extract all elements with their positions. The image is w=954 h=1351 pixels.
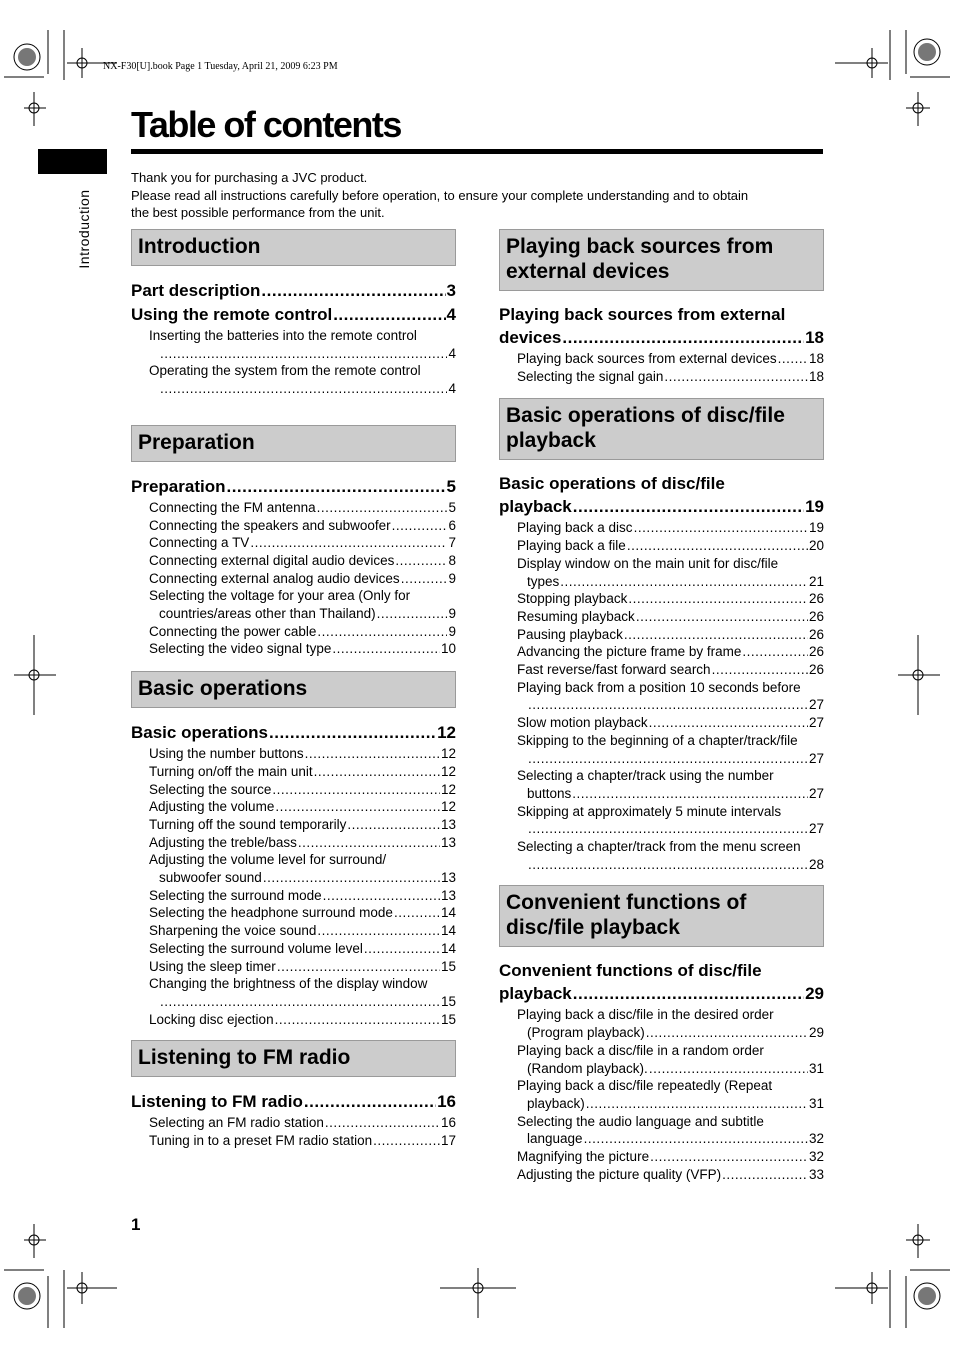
section-heading: Basic operations of disc/file playback: [499, 398, 824, 460]
toc-entry[interactable]: Using the sleep timer ..... 15: [131, 958, 456, 976]
page-title: Table of contents: [131, 104, 401, 145]
toc-entry[interactable]: Operating the system from the remote control ..... 4: [131, 362, 456, 397]
toc-entry[interactable]: Adjusting the volume level for surround/ subwoofer sound ..... 13: [131, 851, 456, 886]
section-heading: Introduction: [131, 229, 456, 266]
toc-entry[interactable]: Skipping at approximately 5 minute intervals ..... 27: [499, 803, 824, 838]
toc-entry[interactable]: Pausing playback ..... 26: [499, 626, 824, 644]
toc-entry[interactable]: Selecting the source ..... 12: [131, 781, 456, 799]
toc-entry[interactable]: Advancing the picture frame by frame ..... 26: [499, 643, 824, 661]
registration-mark-icon: [830, 30, 954, 146]
toc-entry[interactable]: Connecting external analog audio devices ..... 9: [131, 570, 456, 588]
page-number: 1: [131, 1215, 141, 1234]
toc-entry-major[interactable]: Using the remote control ..... 4: [131, 303, 456, 327]
intro-paragraph: Thank you for purchasing a JVC product. Please read all instructions carefully before operation, to ensure your complete understanding and to obtain the best possible performance from the unit.: [131, 170, 749, 220]
toc-right-column: [499, 229, 824, 1184]
toc-entry-major[interactable]: Convenient functions of disc/file playback ..... 29: [499, 960, 824, 1006]
toc-entry[interactable]: Connecting external digital audio devices ..... 8: [131, 552, 456, 570]
toc-entry[interactable]: Selecting the video signal type ..... 10: [131, 640, 456, 658]
toc-entry[interactable]: Stopping playback ..... 26: [499, 590, 824, 608]
toc-entry[interactable]: Playing back a disc ..... 19: [499, 519, 824, 537]
toc-entry[interactable]: Adjusting the volume ..... 12: [131, 798, 456, 816]
toc-entry[interactable]: Selecting the surround mode ..... 13: [131, 887, 456, 905]
toc-entry[interactable]: Using the number buttons ..... 12: [131, 745, 456, 763]
toc-entry-major[interactable]: Playing back sources from external devices ..... 18: [499, 304, 824, 350]
toc-entry[interactable]: Selecting the audio language and subtitle language ..... 32: [499, 1113, 824, 1148]
toc-entry[interactable]: Playing back a disc/file repeatedly (Repeat playback) ..... 31: [499, 1077, 824, 1112]
toc-entry[interactable]: Slow motion playback ..... 27: [499, 714, 824, 732]
section-heading: Playing back sources from external devices: [499, 229, 824, 291]
toc-entry[interactable]: Selecting the signal gain ..... 18: [499, 368, 824, 386]
side-section-label: Introduction: [76, 189, 92, 269]
toc-entry[interactable]: Playing back a disc/file in the desired order (Program playback) ..... 29: [499, 1006, 824, 1041]
toc-entry[interactable]: Turning on/off the main unit ..... 12: [131, 763, 456, 781]
toc-entry[interactable]: Connecting the speakers and subwoofer ..... 6: [131, 517, 456, 535]
toc-entry[interactable]: Selecting the voltage for your area (Only for countries/areas other than Thailand) ..... 9: [131, 587, 456, 622]
toc-entry[interactable]: Adjusting the picture quality (VFP) ..... 33: [499, 1166, 824, 1184]
toc-entry[interactable]: Selecting a chapter/track using the number buttons ..... 27: [499, 767, 824, 802]
toc-entry-major[interactable]: Part description ..... 3: [131, 279, 456, 303]
toc-entry[interactable]: Changing the brightness of the display window ..... 15: [131, 975, 456, 1010]
toc-entry[interactable]: Selecting an FM radio station ..... 16: [131, 1114, 456, 1132]
section-heading: Basic operations: [131, 671, 456, 708]
registration-mark-icon: [0, 1200, 124, 1328]
toc-entry[interactable]: Resuming playback ..... 26: [499, 608, 824, 626]
toc-entry-major[interactable]: Basic operations of disc/file playback ..... 19: [499, 473, 824, 519]
section-tab-marker: [38, 149, 107, 174]
registration-mark-icon: [830, 1200, 954, 1328]
toc-entry[interactable]: Turning off the sound temporarily ..... 13: [131, 816, 456, 834]
toc-entry[interactable]: Locking disc ejection ..... 15: [131, 1011, 456, 1029]
toc-entry[interactable]: Tuning in to a preset FM radio station ..... 17: [131, 1132, 456, 1150]
toc-entry-major[interactable]: Basic operations ..... 12: [131, 721, 456, 745]
registration-mark-icon: [10, 635, 60, 715]
toc-entry[interactable]: Adjusting the treble/bass ..... 13: [131, 834, 456, 852]
toc-entry[interactable]: Playing back a disc/file in a random order (Random playback). ..... 31: [499, 1042, 824, 1077]
section-heading: Listening to FM radio: [131, 1040, 456, 1077]
toc-entry[interactable]: Selecting a chapter/track from the menu screen ..... 28: [499, 838, 824, 873]
title-rule: [131, 149, 823, 154]
toc-entry[interactable]: Sharpening the voice sound ..... 14: [131, 922, 456, 940]
section-heading: Preparation: [131, 425, 456, 462]
section-heading: Convenient functions of disc/file playback: [499, 885, 824, 947]
toc-entry-major[interactable]: Preparation ..... 5: [131, 475, 456, 499]
toc-entry[interactable]: Display window on the main unit for disc/file types ..... 21: [499, 555, 824, 590]
toc-entry-major[interactable]: Listening to FM radio ..... 16: [131, 1090, 456, 1114]
toc-entry[interactable]: Connecting the FM antenna ..... 5: [131, 499, 456, 517]
toc-entry[interactable]: Selecting the headphone surround mode ..... 14: [131, 904, 456, 922]
toc-entry[interactable]: Selecting the surround volume level ..... 14: [131, 940, 456, 958]
toc-entry[interactable]: Connecting a TV ..... 7: [131, 534, 456, 552]
registration-mark-icon: [894, 635, 944, 715]
print-header: NX-F30[U].book Page 1 Tuesday, April 21, 2009 6:23 PM: [103, 61, 338, 72]
toc-left-column: [131, 229, 456, 1150]
toc-entry[interactable]: Fast reverse/fast forward search ..... 26: [499, 661, 824, 679]
toc-entry[interactable]: Connecting the power cable ..... 9: [131, 623, 456, 641]
toc-entry[interactable]: Magnifying the picture ..... 32: [499, 1148, 824, 1166]
toc-entry[interactable]: Inserting the batteries into the remote control ..... 4: [131, 327, 456, 362]
toc-entry[interactable]: Playing back a file ..... 20: [499, 537, 824, 555]
toc-entry[interactable]: Playing back sources from external devices ..... 18: [499, 350, 824, 368]
registration-mark-icon: [440, 1262, 520, 1322]
toc-entry[interactable]: Playing back from a position 10 seconds before ..... 27: [499, 679, 824, 714]
registration-mark-icon: [0, 30, 124, 146]
toc-entry[interactable]: Skipping to the beginning of a chapter/track/file ..... 27: [499, 732, 824, 767]
